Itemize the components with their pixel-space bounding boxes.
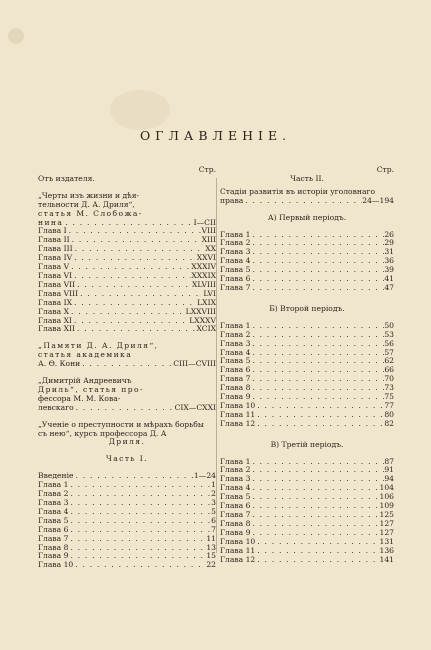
essay-line: статья академика <box>38 350 133 360</box>
toc-row-label: Глава II <box>38 235 70 245</box>
toc-row-label: Глава 5 <box>38 515 69 525</box>
toc-row-label: Глава 10 <box>38 560 74 570</box>
toc-row-label: Глава III <box>38 244 73 254</box>
toc-row-page: XIII <box>201 235 216 245</box>
period-heading: А) Первый періодъ. <box>267 212 347 222</box>
toc-left-column <box>38 166 216 570</box>
toc-row-page: 57 <box>384 347 394 357</box>
toc-chapter-list <box>38 481 216 570</box>
toc-row-label: Глава 2 <box>38 489 69 499</box>
toc-row-page: 136 <box>379 545 394 555</box>
period-heading: Б) Второй періодъ. <box>269 303 345 313</box>
toc-row-page: LXIX <box>197 297 216 307</box>
toc-row-label: Глава 7 <box>38 533 69 543</box>
toc-row-label: Введеніе <box>38 471 74 481</box>
toc-row-page: 50 <box>384 320 394 330</box>
toc-row-page: 1—24 <box>193 471 216 481</box>
toc-row-label: Глава 6 <box>220 501 251 511</box>
toc-row-page: XLVIII <box>191 279 216 289</box>
toc-row-label: Глава 11 <box>220 545 256 555</box>
toc-title: ОГЛАВЛЕНІЕ. <box>139 128 292 143</box>
toc-row-label: Глава IX <box>38 297 73 307</box>
toc-row-page: 56 <box>384 338 394 348</box>
toc-row-label: нина <box>38 217 64 227</box>
toc-right-column <box>220 166 394 564</box>
toc-row-page: 13 <box>206 542 216 552</box>
toc-row-page: XXVI <box>196 253 216 263</box>
toc-row-label: Глава VIII <box>38 288 79 298</box>
toc-row-label: права <box>220 195 244 205</box>
toc-row-page: 41 <box>384 274 394 284</box>
toc-chapter-list <box>220 231 394 293</box>
toc-row-label: Глава 3 <box>220 247 251 257</box>
toc-row-label: Глава 4 <box>220 256 251 266</box>
toc-row-label: Глава 8 <box>38 542 69 552</box>
toc-row-page: 39 <box>384 265 394 275</box>
toc-row-label: Глава 4 <box>220 483 251 493</box>
toc-row-label: Глава 9 <box>220 392 251 402</box>
toc-row-label: Глава 10 <box>220 400 256 410</box>
column-divider <box>216 178 217 553</box>
essay-line: Дриля. <box>108 437 146 447</box>
paper-stain <box>8 28 24 44</box>
essay-entry <box>38 377 216 413</box>
toc-row-page: XCIX <box>196 324 216 334</box>
essay-line: съ нею“, курсъ профессора Д. А <box>38 428 167 438</box>
toc-chapter-list <box>38 227 216 334</box>
toc-row-page: 94 <box>384 474 394 484</box>
toc-row-page: 11 <box>206 533 216 543</box>
toc-row-page: 1 <box>211 480 216 490</box>
essay-entry <box>38 421 216 448</box>
toc-row-page: LXXXV <box>189 315 216 325</box>
part-heading: Часть II. <box>290 173 324 183</box>
toc-row-page: 141 <box>379 554 394 564</box>
toc-row-page: 5 <box>211 506 216 516</box>
toc-row <box>38 404 216 413</box>
toc-row-label: Глава 5 <box>220 265 251 275</box>
toc-row-page: XXXIV <box>191 262 216 272</box>
toc-row-label: А. Ѳ. Кони <box>38 359 81 369</box>
toc-row-page: 73 <box>384 383 394 393</box>
toc-row-page: 15 <box>206 551 216 561</box>
toc-row-label: Глава 5 <box>220 492 251 502</box>
toc-row <box>220 284 394 293</box>
toc-row-page: 6 <box>211 515 216 525</box>
toc-row-label: Глава 7 <box>220 282 251 292</box>
toc-row-page: 109 <box>379 501 394 511</box>
toc-row-label: Глава 4 <box>220 347 251 357</box>
toc-row-label: Глава 3 <box>38 498 69 507</box>
toc-row-page: CIX—CXXI <box>174 402 216 412</box>
toc-row-label: Глава 12 <box>220 554 256 564</box>
page-column-header: Стр. <box>198 165 216 174</box>
publisher-note: Отъ издателя. <box>38 173 95 183</box>
toc-row-page: 66 <box>384 365 394 375</box>
essay-entry <box>38 342 216 369</box>
essay-line: „Памяти Д. А. Дриля“, <box>38 341 159 351</box>
toc-row-label: Глава I <box>38 226 67 236</box>
toc-row <box>220 556 394 565</box>
toc-row-label: Глава 1 <box>220 320 251 330</box>
toc-row-label: Глава 4 <box>38 506 69 516</box>
toc-row-label: Глава VII <box>38 279 76 289</box>
toc-row-label: Глава X <box>38 306 70 316</box>
toc-row-label: Глава 9 <box>38 551 69 561</box>
toc-row-label: Глава 5 <box>220 356 251 366</box>
toc-row <box>38 360 216 369</box>
toc-row-label: Глава 6 <box>220 365 251 375</box>
period-heading: В) Третій періодъ. <box>270 439 344 449</box>
toc-row-label: Глава 10 <box>220 536 256 546</box>
toc-row-label: Глава 9 <box>220 527 251 537</box>
toc-row-page: 80 <box>384 409 394 419</box>
toc-row-label: Глава 3 <box>220 338 251 348</box>
toc-row-page: 75 <box>384 392 394 402</box>
toc-row <box>38 325 216 334</box>
toc-row-page: XX <box>205 244 216 254</box>
toc-row-label: Глава XII <box>38 324 76 334</box>
toc-row-page: 104 <box>379 483 394 493</box>
toc-row-page: 125 <box>379 510 394 519</box>
toc-row-page: 26 <box>384 229 394 239</box>
toc-row-page: 106 <box>379 492 394 502</box>
toc-row-label: Глава 7 <box>220 510 251 519</box>
toc-row-page: 31 <box>384 247 394 257</box>
toc-row-page: 131 <box>379 536 394 546</box>
toc-row-page: 24—194 <box>362 195 394 205</box>
toc-row-label: Глава 2 <box>220 465 251 475</box>
part-heading: Часть I. <box>105 454 148 464</box>
toc-row-label: левскаго <box>38 402 74 412</box>
toc-row-page: I—CII <box>193 217 216 227</box>
toc-row-page: 87 <box>384 456 394 466</box>
toc-row-page: 70 <box>384 374 394 384</box>
toc-row-page: 22 <box>206 560 216 570</box>
toc-row-label: Глава V <box>38 262 70 272</box>
toc-row-label: Глава 1 <box>38 480 69 490</box>
toc-row-label: Глава 11 <box>220 409 256 419</box>
toc-row-page: 7 <box>211 524 216 534</box>
essay-entry <box>38 192 216 228</box>
toc-row-page: LXXVIII <box>185 306 216 316</box>
section-title-line: Стадіи развитія въ исторіи уголовнаго <box>220 186 376 196</box>
toc-chapter-list <box>220 458 394 565</box>
toc-row-page: 77 <box>384 400 394 410</box>
toc-row <box>220 420 394 429</box>
toc-row-page: 29 <box>384 238 394 248</box>
toc-row-label: Глава VI <box>38 270 73 280</box>
toc-row-label: Глава 3 <box>220 474 251 484</box>
toc-row-label: Глава XI <box>38 315 73 325</box>
essay-line: Дриль“, статья про- <box>38 384 144 394</box>
toc-row-page: CIII—CVIII <box>173 359 216 369</box>
toc-row-page: 36 <box>384 256 394 266</box>
toc-row-page: 91 <box>384 465 394 475</box>
toc-row-label: Глава 1 <box>220 456 251 466</box>
toc-row-label: Глава 8 <box>220 518 251 528</box>
toc-row-label: Глава 2 <box>220 329 251 339</box>
toc-row-label: Глава 2 <box>220 238 251 248</box>
toc-row-page: 2 <box>211 489 216 499</box>
toc-row-label: Глава 1 <box>220 229 251 239</box>
toc-row <box>38 561 216 570</box>
toc-chapter-list <box>220 322 394 429</box>
toc-row-label: Глава 12 <box>220 418 256 428</box>
toc-row-page: 127 <box>379 527 394 537</box>
toc-row-label: Глава 6 <box>220 274 251 284</box>
toc-row-page: LVI <box>203 288 216 298</box>
toc-row-page: 47 <box>384 282 394 292</box>
toc-row-page: 3 <box>211 498 216 507</box>
toc-row-page: 53 <box>384 329 394 339</box>
toc-row-page: 82 <box>384 418 394 428</box>
toc-row-label: Глава IV <box>38 253 73 263</box>
toc-row-label: Глава 7 <box>220 374 251 384</box>
toc-row-page: 127 <box>379 518 394 528</box>
essay-line: „Ученіе о преступности и мѣрахъ борьбы <box>38 419 204 429</box>
essay-line: тельности Д. А. Дриля“, <box>38 199 135 209</box>
toc-row-page: 62 <box>384 356 394 366</box>
page-column-header: Стр. <box>376 165 394 174</box>
essay-line: „Черты изъ жизни и дѣя- <box>38 190 140 200</box>
toc-row-page: VIII <box>201 226 216 236</box>
essay-line: фессора М. М. Кова- <box>38 393 121 403</box>
essay-line: „Димитрій Андреевичъ <box>38 376 132 386</box>
essay-line: статья М. Слобожа- <box>38 208 143 218</box>
toc-row <box>220 197 394 206</box>
toc-row-label: Глава 6 <box>38 524 69 534</box>
paper-stain <box>110 90 170 130</box>
toc-row-label: Глава 8 <box>220 383 251 393</box>
toc-row-page: XXXIX <box>191 270 216 280</box>
